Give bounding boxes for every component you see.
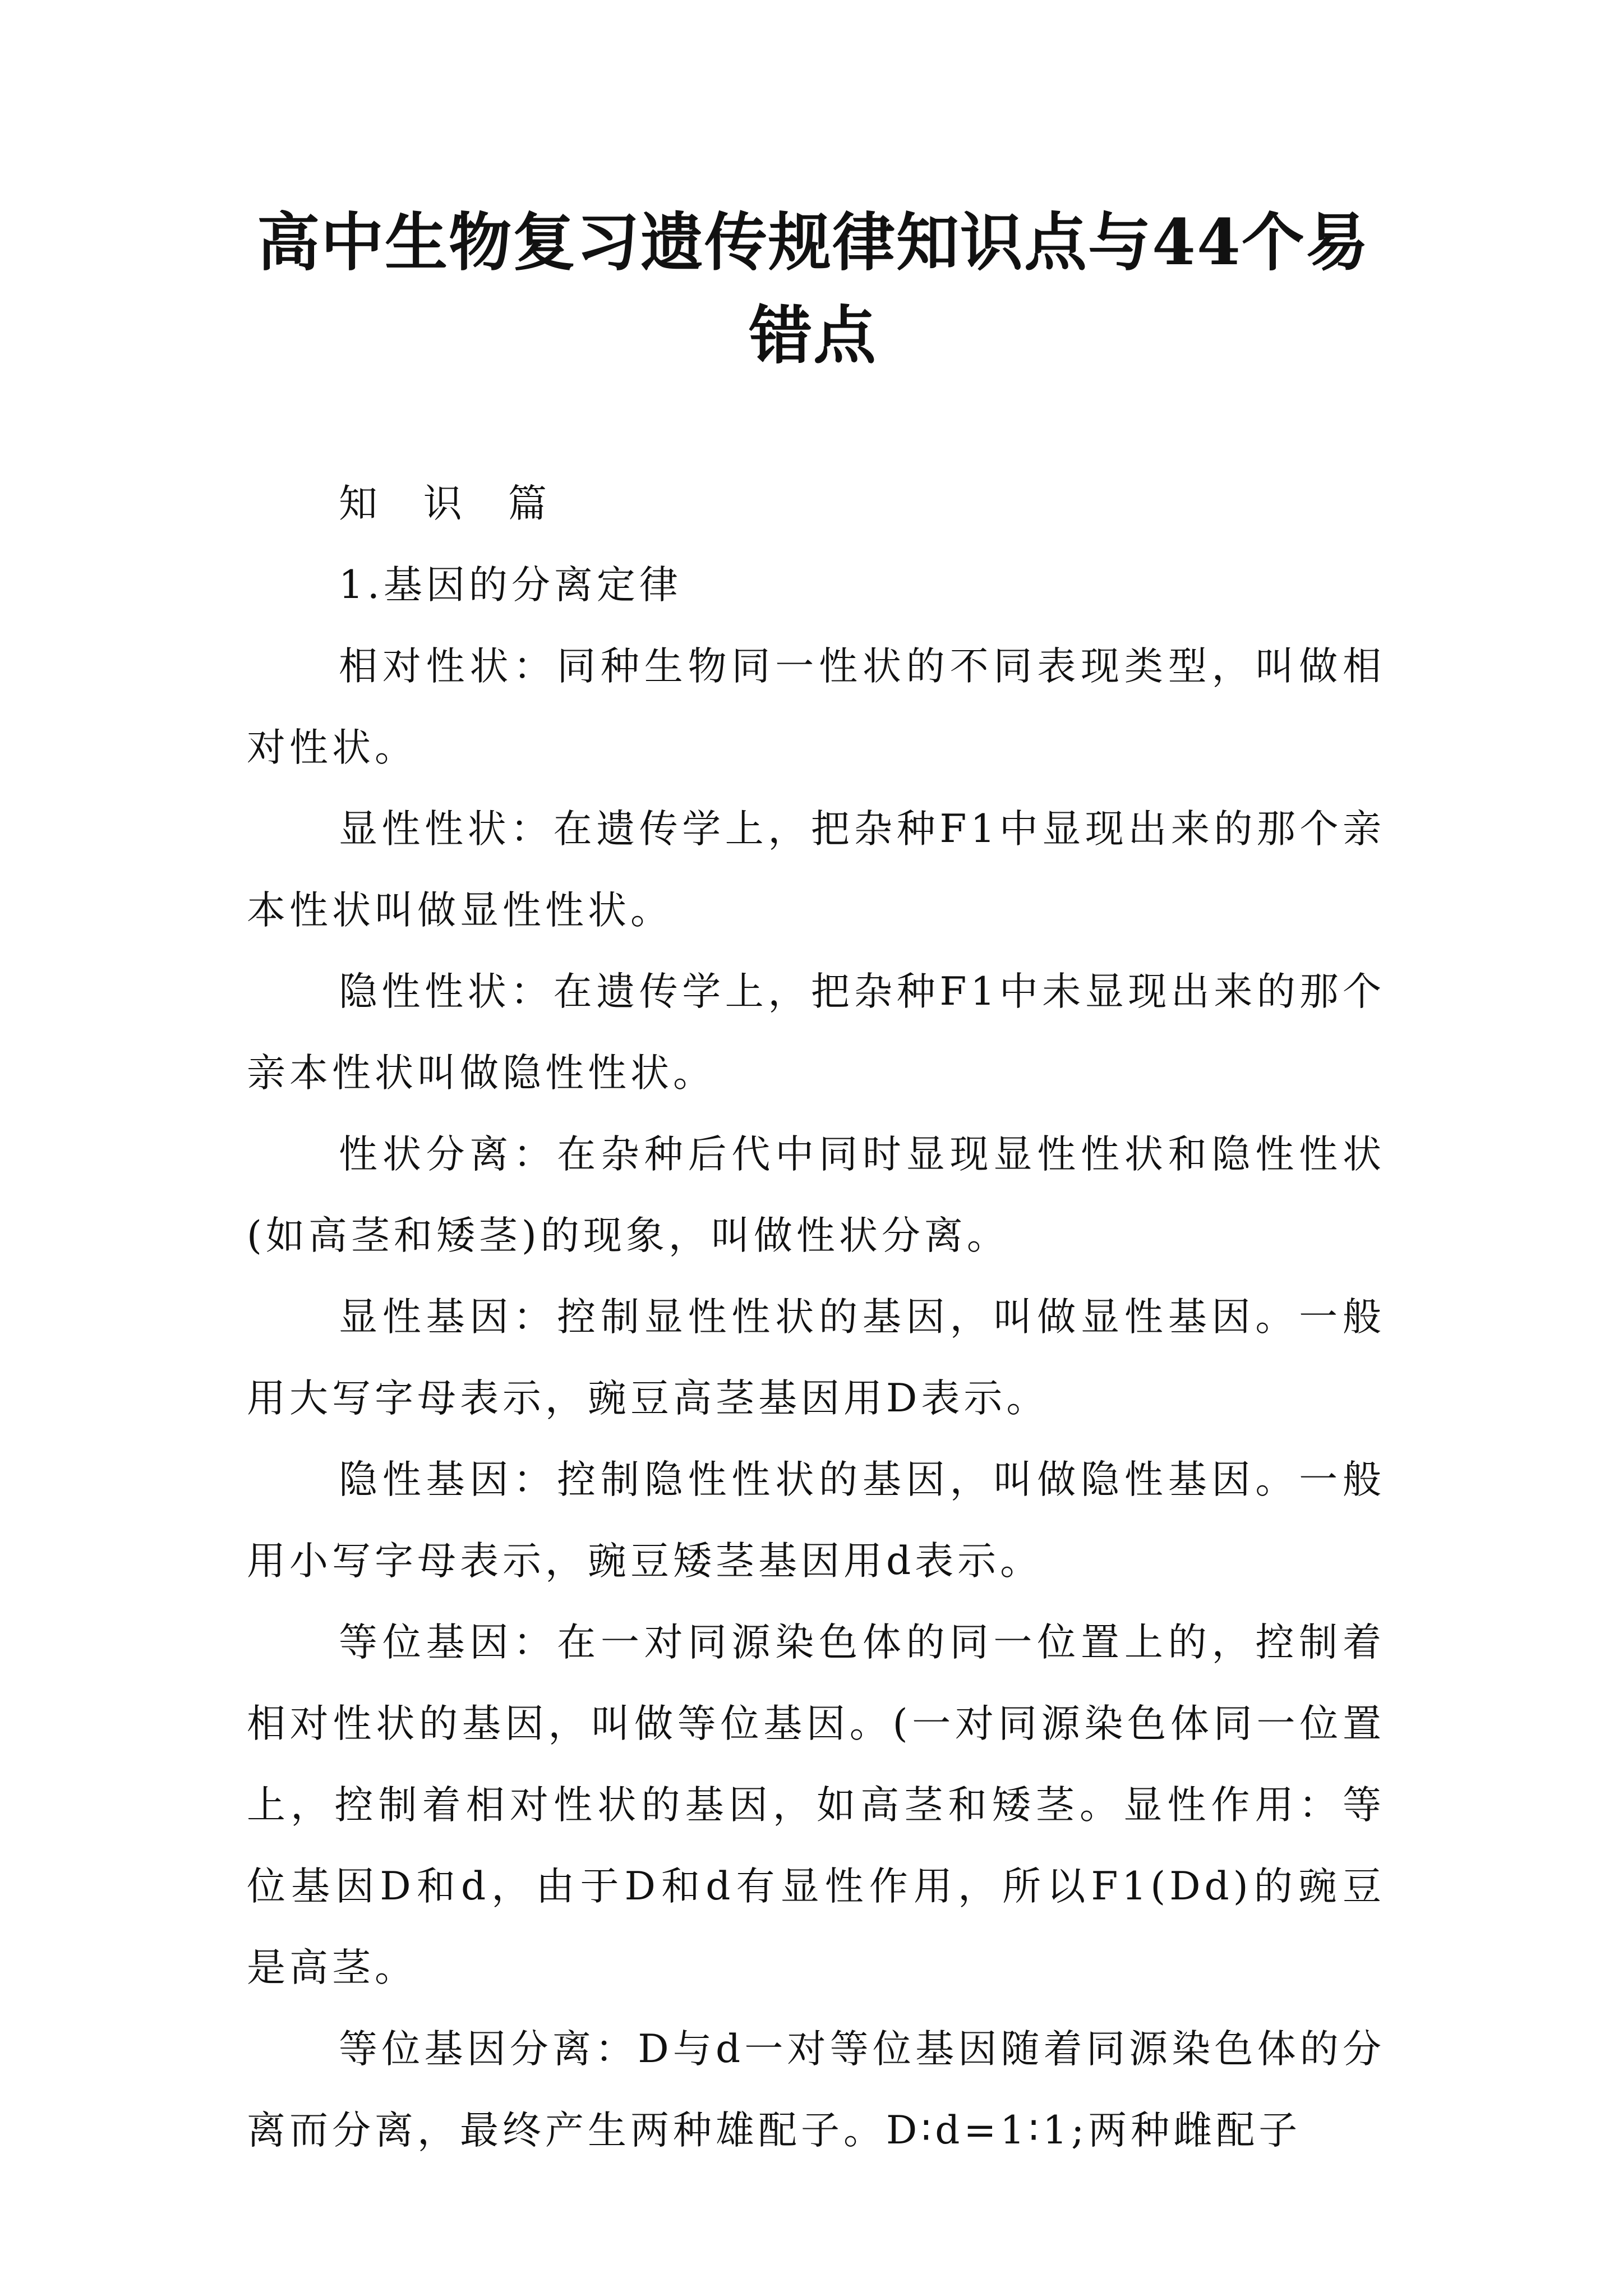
paragraph-recessive-trait: 隐性性状：在遗传学上，把杂种F1中未显现出来的那个亲本性状叫做隐性性状。: [247, 969, 1385, 1096]
paragraph-dominant-trait: 显性性状：在遗传学上，把杂种F1中显现出来的那个亲本性状叫做显性性状。: [247, 807, 1385, 933]
document-body: [247, 463, 1385, 2171]
paragraph-relative-trait: 相对性状：同种生物同一性状的不同表现类型，叫做相对性状。: [247, 644, 1385, 770]
document-title: 高中生物复习遗传规律知识点与44个易错点: [257, 206, 1370, 372]
paragraph-allele: 等位基因：在一对同源染色体的同一位置上的，控制着相对性状的基因，叫做等位基因。(一对同源染色体同一位置上，控制着相对性状的基因，如高茎和矮茎。显性作用：等位基因D和d，由于D和d有显性作用，所以F1(Dd)的豌豆是高茎。: [247, 1620, 1385, 1990]
paragraph-recessive-gene: 隐性基因：控制隐性性状的基因，叫做隐性基因。一般用小写字母表示，豌豆矮茎基因用d表示。: [247, 1457, 1385, 1584]
paragraph-allele-separation: 等位基因分离：D与d一对等位基因随着同源染色体的分离而分离，最终产生两种雄配子。D∶d=1∶1;两种雌配子: [247, 2027, 1385, 2153]
section-heading: 知 识 篇: [339, 481, 564, 526]
paragraph-dominant-gene: 显性基因：控制显性性状的基因，叫做显性基因。一般用大写字母表示，豌豆高茎基因用D表示。: [247, 1295, 1385, 1421]
subsection-heading: 1.基因的分离定律: [339, 563, 682, 608]
paragraph-trait-segregation: 性状分离：在杂种后代中同时显现显性性状和隐性性状(如高茎和矮茎)的现象，叫做性状分离。: [247, 1132, 1385, 1258]
